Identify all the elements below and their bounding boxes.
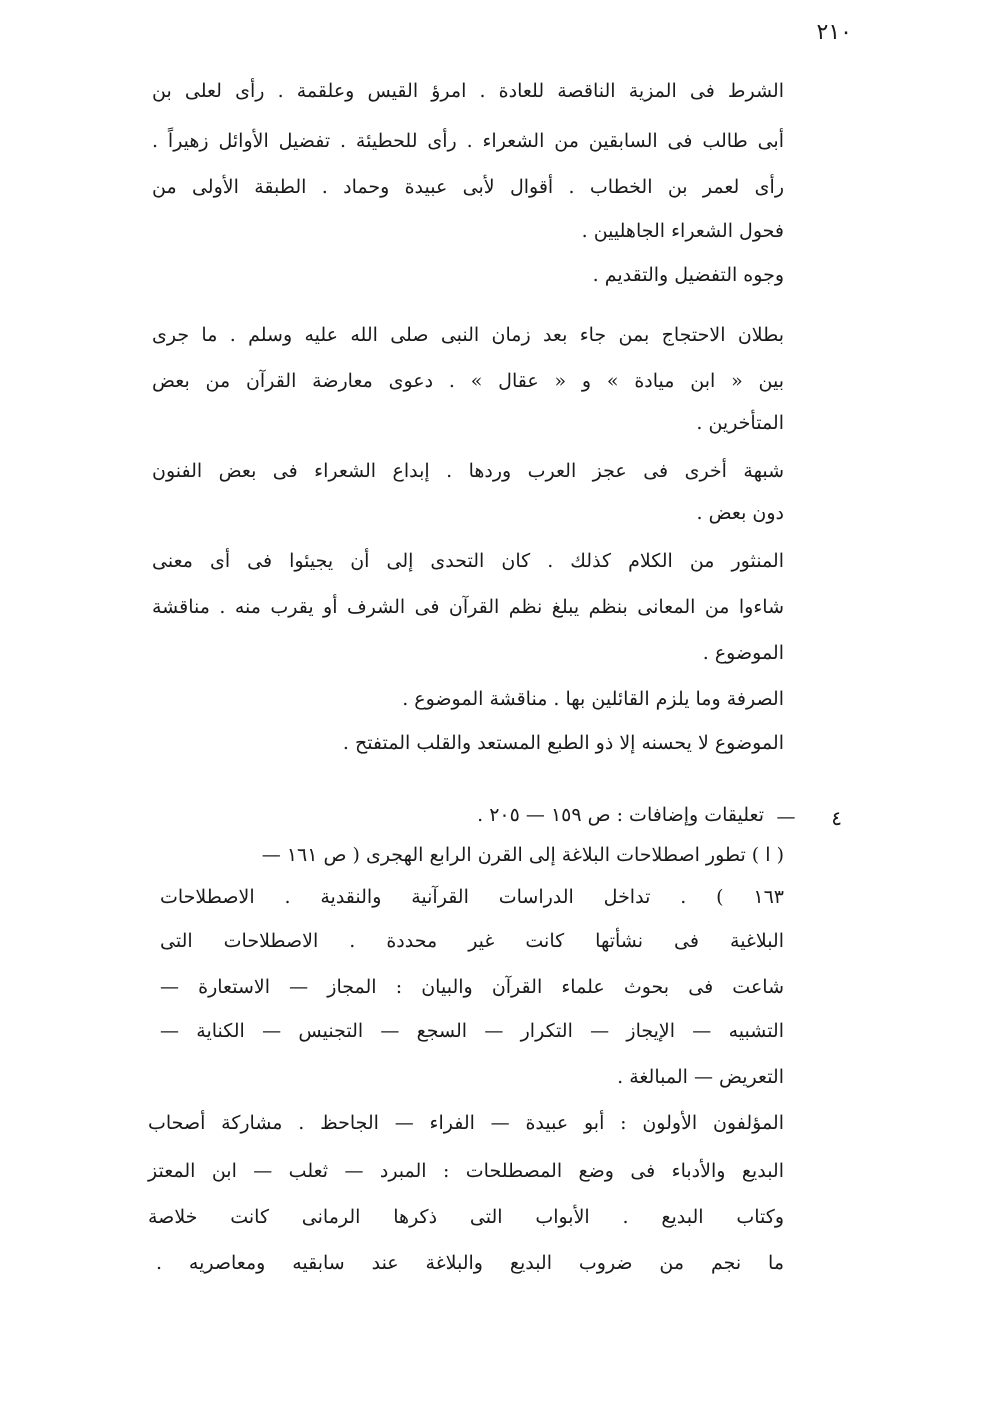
text-line: الموضوع .: [702, 642, 784, 664]
page-number: ٢١٠: [816, 20, 852, 45]
text-line: ١٦٣ ) . تداخل الدراسات القرآنية والنقدية . الاصطلاحات: [160, 886, 784, 908]
text-line: وكتاب البديع . الأبواب التى ذكرها الرمانى كانت خلاصة: [148, 1206, 784, 1228]
text-line: التشبيه — الإيجاز — التكرار — السجع — التجنيس — الكناية —: [160, 1020, 784, 1042]
text-line: الشرط فى المزية الناقصة للعادة . امرؤ القيس وعلقمة . رأى لعلى بن: [152, 80, 784, 102]
text-line: بين « ابن ميادة » و « عقال » . دعوى معارضة القرآن من بعض: [152, 370, 784, 392]
text-line: الصرفة وما يلزم القائلين بها . مناقشة الموضوع .: [402, 688, 784, 710]
text-line: أبى طالب فى السابقين من الشعراء . رأى للحطيئة . تفضيل الأوائل زهيراً .: [152, 130, 784, 152]
text-line: المؤلفون الأولون : أبو عبيدة — الفراء — الجاحظ . مشاركة أصحاب: [148, 1112, 784, 1134]
text-line: الموضوع لا يحسنه إلا ذو الطبع المستعد والقلب المتفتح .: [342, 732, 784, 754]
section-number: ٤: [831, 806, 842, 830]
text-line: المنثور من الكلام كذلك . كان التحدى إلى أن يجيئوا فى أى معنى: [152, 550, 784, 572]
text-line: البديع والأدباء فى وضع المصطلحات : المبرد — ثعلب — ابن المعتز: [148, 1160, 784, 1182]
text-line: شاءوا من المعانى بنظم يبلغ نظم القرآن فى الشرف أو يقرب منه . مناقشة: [152, 596, 784, 618]
text-line: البلاغية فى نشأتها كانت غير محددة . الاصطلاحات التى: [160, 930, 784, 952]
section-title: تعليقات وإضافات : ص ١٥٩ — ٢٠٥ .: [477, 804, 764, 826]
text-line: المتأخرين .: [696, 412, 784, 434]
text-line: وجوه التفضيل والتقديم .: [592, 264, 784, 286]
text-line: ما نجم من ضروب البديع والبلاغة عند سابقيه ومعاصريه .: [156, 1252, 784, 1274]
section-dash: —: [776, 806, 796, 828]
text-line: ( ا ) تطور اصطلاحات البلاغة إلى القرن الرابع الهجرى ( ص ١٦١ —: [261, 844, 784, 866]
text-line: التعريض — المبالغة .: [617, 1066, 784, 1088]
text-line: رأى لعمر بن الخطاب . أقوال لأبى عبيدة وحماد . الطبقة الأولى من: [152, 176, 784, 198]
text-line: شبهة أخرى فى عجز العرب وردها . إبداع الشعراء فى بعض الفنون: [152, 460, 784, 482]
text-line: بطلان الاحتجاج بمن جاء بعد زمان النبى صلى الله عليه وسلم . ما جرى: [152, 324, 784, 346]
text-line: شاعت فى بحوث علماء القرآن والبيان : المجاز — الاستعارة —: [160, 976, 784, 998]
text-line: دون بعض .: [696, 502, 784, 524]
text-line: فحول الشعراء الجاهليين .: [581, 220, 784, 242]
